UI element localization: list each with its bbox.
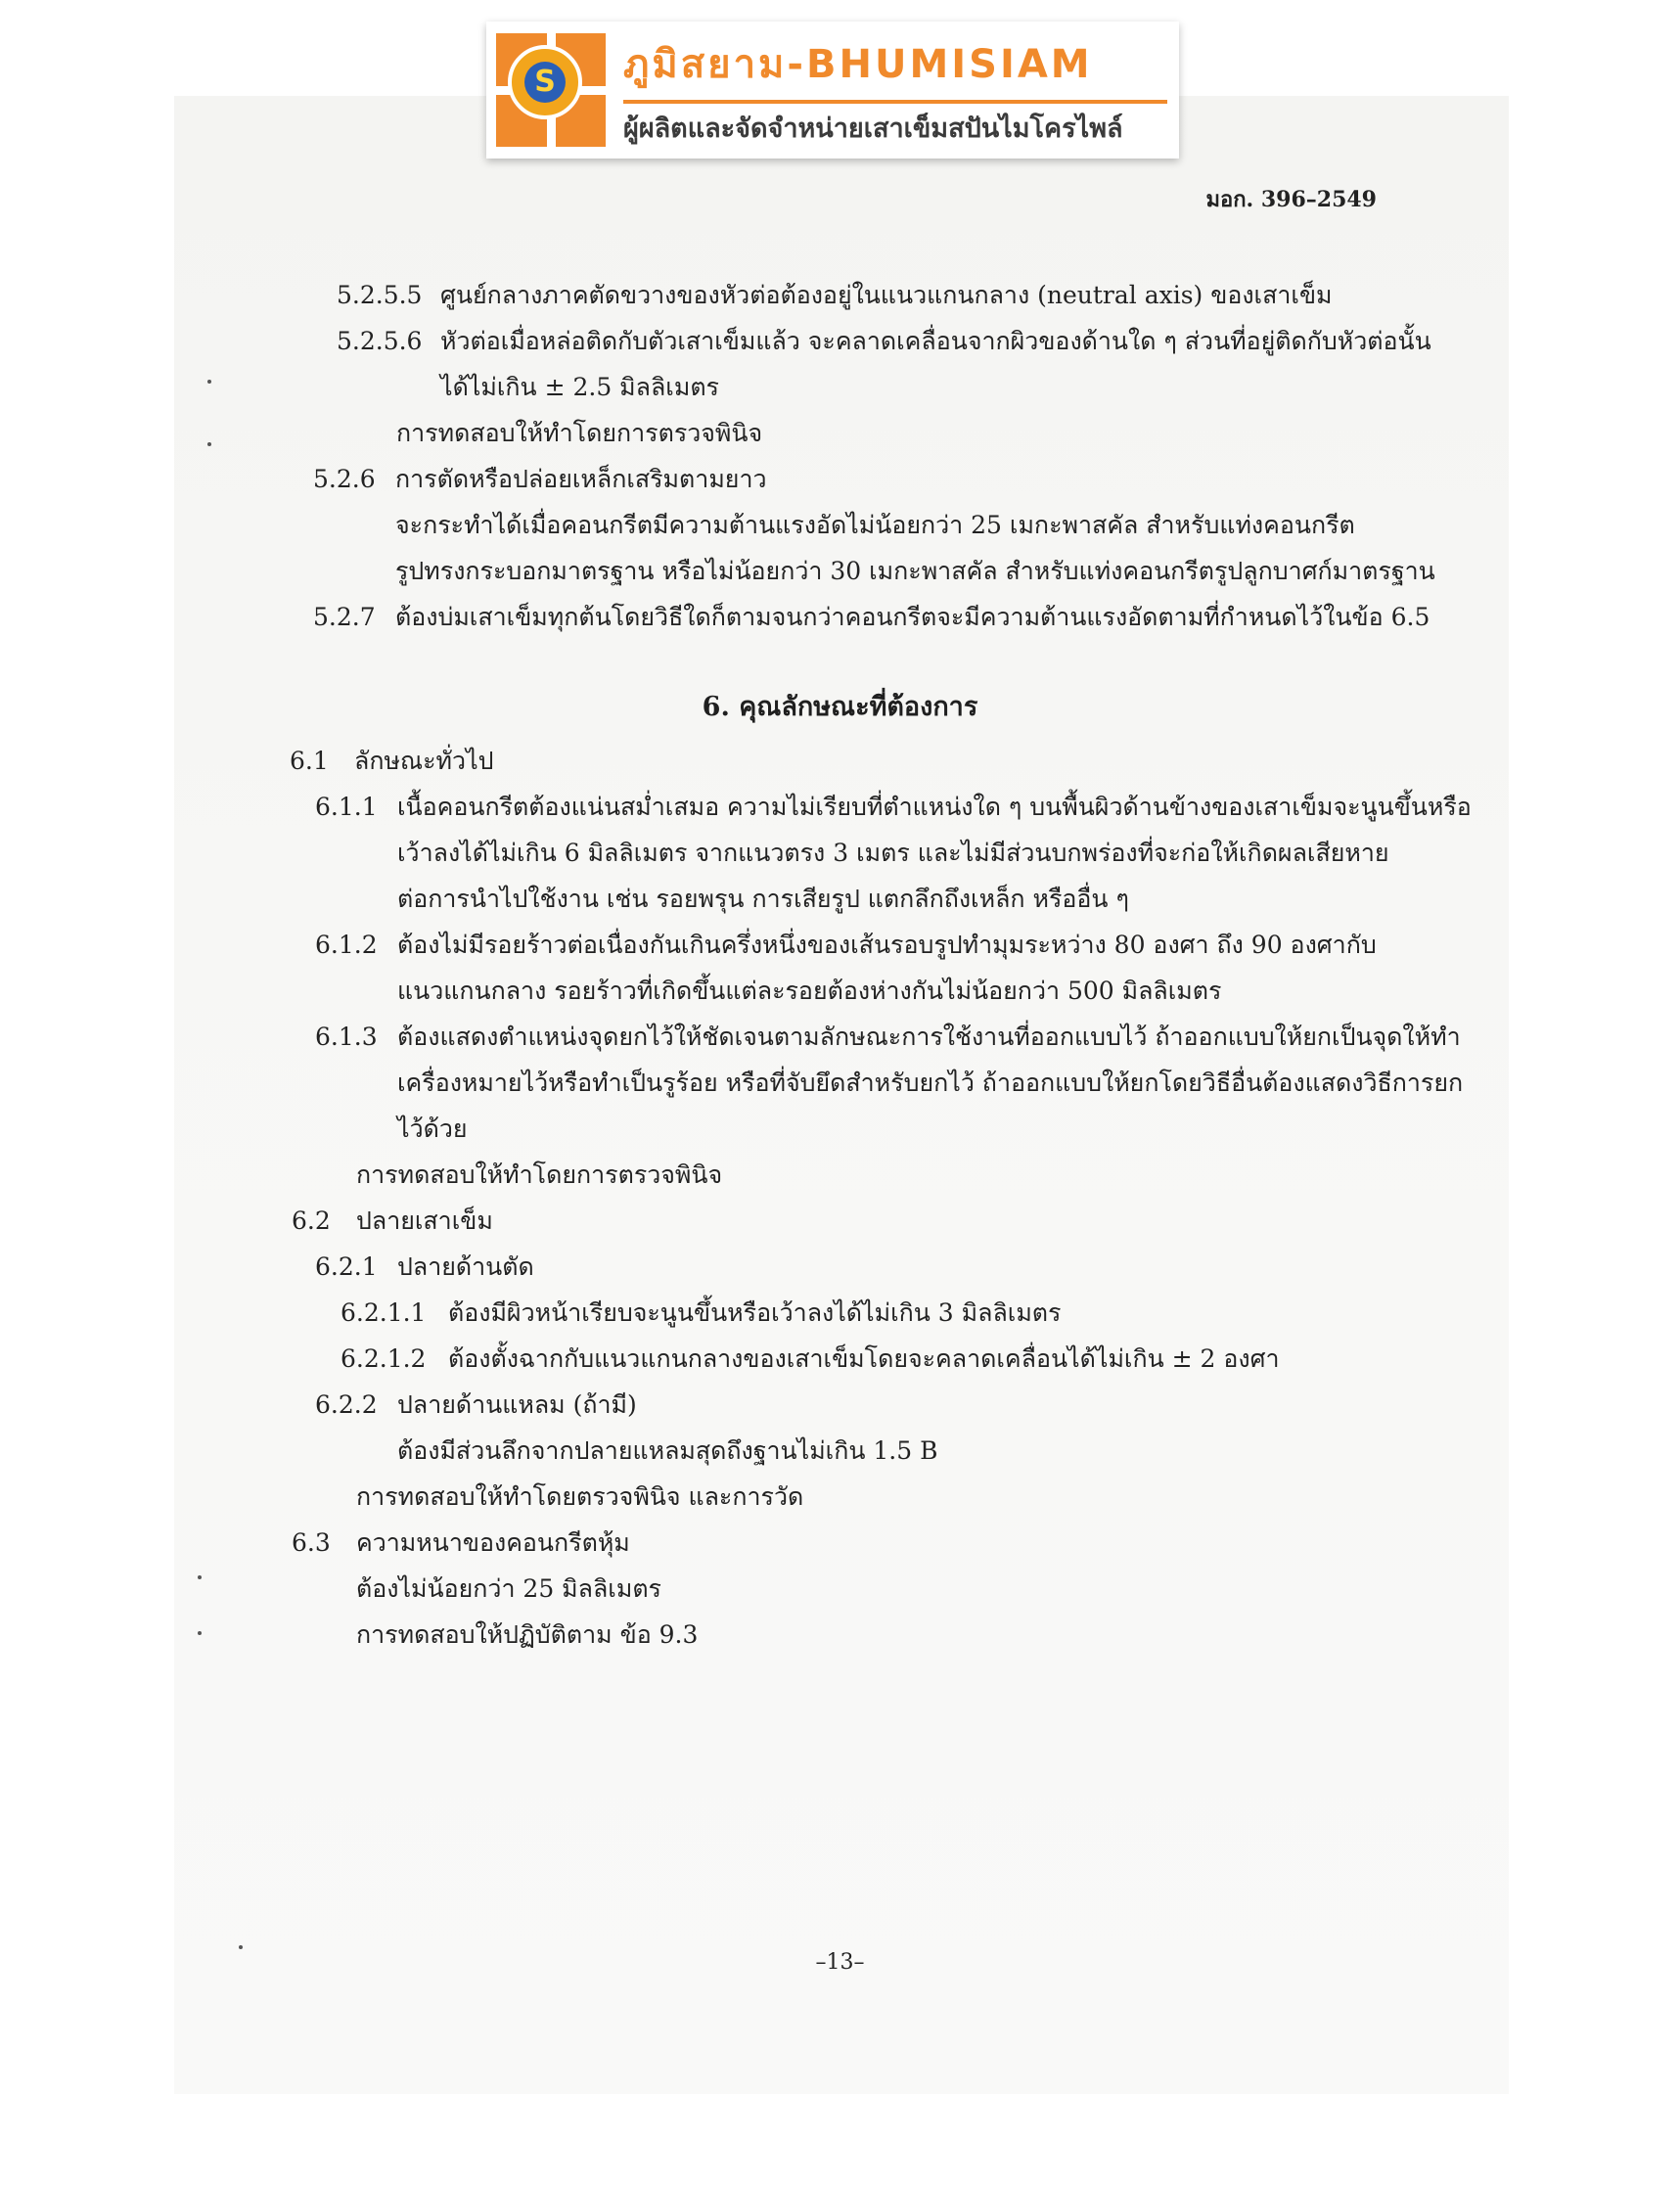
clause-text: ต้องไม่น้อยกว่า 25 มิลลิเมตร bbox=[356, 1574, 661, 1603]
clause-number: 5.2.5.5 bbox=[337, 281, 423, 309]
clause-line bbox=[341, 1342, 1280, 1377]
clause-line bbox=[356, 1617, 698, 1653]
clause-line bbox=[397, 882, 1129, 917]
clause-line bbox=[313, 462, 767, 497]
clause-line bbox=[397, 1434, 937, 1469]
clause-text: ความหนาของคอนกรีตหุ้ม bbox=[356, 1528, 630, 1557]
clause-number: 6.2.1.2 bbox=[341, 1344, 427, 1373]
clause-text: เนื้อคอนกรีตต้องแน่นสม่ำเสมอ ความไม่เรียบที่ตำแหน่งใด ๆ บนพื้นผิวด้านข้างของเสาเข็มจะนูนขึ้นหรือ bbox=[397, 793, 1472, 821]
clause-line bbox=[315, 1250, 534, 1285]
clause-text: ต้องตั้งฉากกับแนวแกนกลางของเสาเข็มโดยจะคลาดเคลื่อนได้ไม่เกิน ± 2 องศา bbox=[448, 1344, 1280, 1373]
clause-number: 5.2.6 bbox=[313, 465, 376, 493]
clause-number: 5.2.7 bbox=[313, 603, 376, 631]
clause-text: ปลายเสาเข็ม bbox=[356, 1206, 493, 1235]
clause-number: 6.2.1 bbox=[315, 1252, 378, 1281]
clause-text: เครื่องหมายไว้หรือทำเป็นรูร้อย หรือที่จับยึดสำหรับยกไว้ ถ้าออกแบบให้ยกโดยวิธีอื่นต้องแสดงวิธีการยก bbox=[397, 1069, 1464, 1097]
brand-divider bbox=[623, 100, 1167, 104]
clause-text: ได้ไม่เกิน ± 2.5 มิลลิเมตร bbox=[440, 373, 719, 401]
clause-line bbox=[290, 744, 494, 779]
clause-line bbox=[397, 836, 1389, 871]
clause-line bbox=[397, 974, 1221, 1009]
clause-text: ศูนย์กลางภาคตัดขวางของหัวต่อต้องอยู่ในแนวแกนกลาง (neutral axis) ของเสาเข็ม bbox=[440, 281, 1333, 309]
clause-text: ปลายด้านแหลม (ถ้ามี) bbox=[397, 1390, 637, 1419]
scan-speck bbox=[207, 442, 211, 446]
clause-text: รูปทรงกระบอกมาตรฐาน หรือไม่น้อยกว่า 30 เมกะพาสคัล สำหรับแท่งคอนกรีตรูปลูกบาศก์มาตรฐาน bbox=[395, 557, 1435, 585]
clause-text: การตัดหรือปล่อยเหล็กเสริมตามยาว bbox=[395, 465, 767, 493]
clause-line bbox=[315, 1020, 1461, 1055]
clause-text: หัวต่อเมื่อหล่อติดกับตัวเสาเข็มแล้ว จะคลาดเคลื่อนจากผิวของด้านใด ๆ ส่วนที่อยู่ติดกับหัวต่อนั้น bbox=[440, 327, 1431, 355]
clause-number: 6.1.1 bbox=[315, 793, 378, 821]
section-heading: 6. คุณลักษณะที่ต้องการ bbox=[702, 692, 978, 722]
scan-speck bbox=[207, 380, 211, 384]
clause-text: การทดสอบให้ทำโดยการตรวจพินิจ bbox=[396, 419, 763, 447]
clause-line bbox=[397, 1112, 468, 1147]
clause-line bbox=[337, 278, 1333, 313]
clause-line bbox=[315, 790, 1472, 825]
clause-line bbox=[440, 370, 719, 405]
clause-line bbox=[397, 1066, 1463, 1101]
clause-line bbox=[315, 928, 1377, 963]
logo-mark: S bbox=[524, 62, 566, 103]
clause-text: ลักษณะทั่วไป bbox=[354, 747, 494, 775]
clause-number: 6.2 bbox=[292, 1206, 331, 1235]
clause-text: เว้าลงได้ไม่เกิน 6 มิลลิเมตร จากแนวตรง 3 เมตร และไม่มีส่วนบกพร่องที่จะก่อให้เกิดผลเสียหาย bbox=[397, 839, 1389, 867]
clause-number: 6.2.1.1 bbox=[341, 1298, 427, 1327]
clause-line bbox=[356, 1158, 722, 1193]
clause-line bbox=[356, 1571, 661, 1607]
logo-circle-icon bbox=[508, 45, 582, 119]
standard-code: มอก. 396–2549 bbox=[1205, 187, 1377, 212]
clause-line bbox=[313, 600, 1430, 635]
page-number: –13– bbox=[815, 1950, 865, 1975]
clause-text: ต้องมีส่วนลึกจากปลายแหลมสุดถึงฐานไม่เกิน 1.5 B bbox=[397, 1436, 938, 1465]
clause-number: 6.2.2 bbox=[315, 1390, 378, 1419]
clause-text: การทดสอบให้ทำโดยตรวจพินิจ และการวัด bbox=[356, 1482, 804, 1511]
clause-number: 6.1.3 bbox=[315, 1023, 378, 1051]
clause-number: 6.3 bbox=[292, 1528, 331, 1557]
clause-text: ปลายด้านตัด bbox=[397, 1252, 534, 1281]
clause-text: การทดสอบให้ทำโดยการตรวจพินิจ bbox=[356, 1161, 723, 1189]
clause-text: การทดสอบให้ปฏิบัติตาม ข้อ 9.3 bbox=[356, 1620, 699, 1649]
clause-text: ต้องแสดงตำแหน่งจุดยกไว้ให้ชัดเจนตามลักษณะการใช้งานที่ออกแบบไว้ ถ้าออกแบบให้ยกเป็นจุดให้ทำ bbox=[397, 1023, 1461, 1051]
clause-line bbox=[395, 554, 1435, 589]
scan-speck bbox=[198, 1575, 202, 1579]
clause-text: ไว้ด้วย bbox=[397, 1115, 468, 1143]
company-logo-banner bbox=[486, 22, 1179, 159]
brand-subtitle: ผู้ผลิตและจัดจำหน่ายเสาเข็มสปันไมโครไพล์ bbox=[623, 114, 1123, 144]
clause-line bbox=[315, 1388, 637, 1423]
scan-speck bbox=[198, 1631, 202, 1635]
clause-text: ต่อการนำไปใช้งาน เช่น รอยพรุน การเสียรูป แตกลึกถึงเหล็ก หรืออื่น ๆ bbox=[397, 885, 1129, 913]
clause-line bbox=[341, 1296, 1061, 1331]
clause-line bbox=[395, 508, 1355, 543]
scan-speck bbox=[239, 1945, 243, 1949]
clause-line bbox=[356, 1479, 803, 1515]
clause-number: 6.1 bbox=[290, 747, 329, 775]
clause-text: จะกระทำได้เมื่อคอนกรีตมีความต้านแรงอัดไม่น้อยกว่า 25 เมกะพาสคัล สำหรับแท่งคอนกรีต bbox=[395, 511, 1355, 539]
clause-text: ต้องไม่มีรอยร้าวต่อเนื่องกันเกินครึ่งหนึ่งของเส้นรอบรูปทำมุมระหว่าง 80 องศา ถึง 90 องศากับ bbox=[397, 931, 1377, 959]
clause-line bbox=[396, 416, 762, 451]
clause-text: แนวแกนกลาง รอยร้าวที่เกิดขึ้นแต่ละรอยต้องห่างกันไม่น้อยกว่า 500 มิลลิเมตร bbox=[397, 977, 1222, 1005]
clause-line bbox=[292, 1525, 630, 1561]
clause-text: ต้องมีผิวหน้าเรียบจะนูนขึ้นหรือเว้าลงได้ไม่เกิน 3 มิลลิเมตร bbox=[448, 1298, 1062, 1327]
clause-line bbox=[337, 324, 1431, 359]
clause-number: 6.1.2 bbox=[315, 931, 378, 959]
clause-number: 5.2.5.6 bbox=[337, 327, 423, 355]
clause-text: ต้องบ่มเสาเข็มทุกต้นโดยวิธีใดก็ตามจนกว่าคอนกรีตจะมีความต้านแรงอัดตามที่กำหนดไว้ในข้อ 6.5 bbox=[395, 603, 1430, 631]
clause-line bbox=[292, 1204, 493, 1239]
brand-title: ภูมิสยาม-BHUMISIAM bbox=[623, 42, 1093, 87]
